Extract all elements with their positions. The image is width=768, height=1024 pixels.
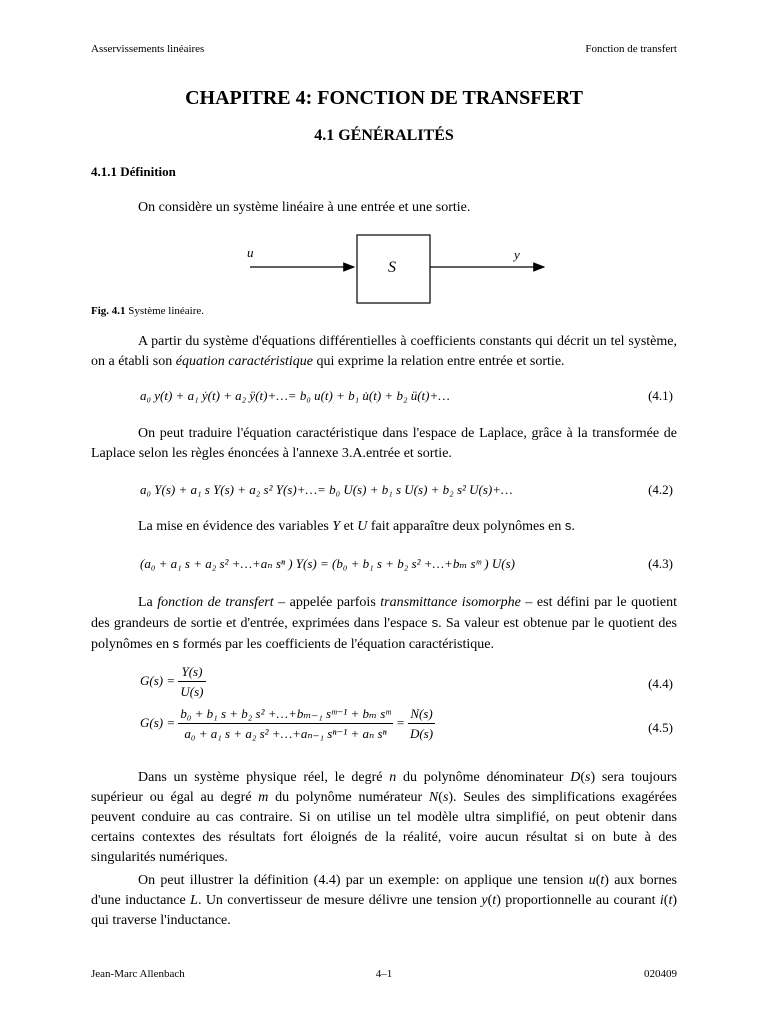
text-run: ( [663, 893, 669, 908]
block-diagram [230, 230, 560, 310]
text-run: ) aux bornes d'une inductance [91, 873, 678, 908]
variable-s: s [442, 790, 449, 805]
text-run: ( [487, 893, 493, 908]
text-run: – appelée parfois [273, 595, 381, 610]
equation-number-4-1: (4.1) [648, 388, 673, 403]
equation-4-5 [140, 706, 435, 742]
paragraph-transfer-function [91, 593, 677, 655]
figure-number: Fig. 4.1 [91, 305, 126, 317]
emphasis-term: équation caractéristique [175, 354, 314, 369]
text-run: La [138, 595, 158, 610]
input-label: u [247, 245, 254, 260]
variable-t: t [492, 893, 497, 908]
equation-number-4-5: (4.5) [648, 720, 673, 735]
paragraph-degree [91, 768, 677, 868]
figure-caption [91, 305, 204, 317]
text-run: ( [438, 790, 443, 805]
intro-paragraph: On considère un système linéaire à une entrée et une sortie. [138, 200, 471, 215]
equation-number-4-3: (4.3) [648, 556, 673, 571]
text-run: formés par les coefficients de l'équation caractéristique. [179, 637, 494, 652]
running-header-left: Asservissements linéaires [91, 43, 205, 55]
text-run: fait apparaître deux polynômes en [367, 519, 565, 534]
text-run: ) sera toujours supérieur ou égal au degré [91, 770, 678, 805]
subsection-title: 4.1.1 Définition [91, 164, 176, 179]
figure-caption-text: Système linéaire. [128, 305, 205, 317]
equation-number-4-2: (4.2) [648, 482, 673, 497]
text-run: du polynôme dénominateur [396, 770, 571, 785]
paragraph-polynomials [138, 516, 575, 537]
fraction [178, 664, 205, 700]
page-number: 4–1 [375, 968, 393, 980]
variable-s: s [172, 636, 180, 651]
text-run: A partir du système d'équations différentielles à coefficients constants qui décrit un tel système, on a établi son [91, 334, 677, 369]
text-run: . Un convertisseur de mesure délivre une tension [197, 893, 482, 908]
text-run: – est défini par le quotient des grandeurs de sortie et d'entrée, exprimées dans l'espace [91, 595, 678, 631]
footer-author: Jean-Marc Allenbach [91, 968, 185, 980]
variable-u: u [588, 873, 596, 888]
section-title: 4.1 GÉNÉRALITÉS [314, 127, 454, 144]
variable-i: i [659, 893, 664, 908]
text-run: ( [580, 770, 585, 785]
equation-lhs: G(s) = [140, 714, 176, 730]
block-label: S [388, 259, 396, 276]
equation-4-3: (a₀ + a₁ s + a₂ s² +…+aₙ sⁿ ) Y(s) = (b₀ + b₁ s + b₂ s² +…+bₘ sᵐ ) U(s) [140, 556, 515, 571]
text-run: ). Seules des simplifications exagérées peuvent conduire au cas contraire. Si on utilise un tel modèle ultra simplifié, on peut obtenir dans certains contextes des résultats fort éloignés de la réalité, voire aucun résultat si on bute à des singularités numériques. [91, 790, 677, 865]
text-run: . Sa valeur est obtenue par le quotient des polynômes en [91, 616, 677, 652]
equation-4-4 [140, 664, 206, 700]
variable-Y: Y [332, 519, 341, 534]
chapter-title: CHAPITRE 4: FONCTION DE TRANSFERT [185, 87, 583, 109]
equation-4-1: a₀ y(t) + a₁ ẏ(t) + a₂ ÿ(t)+…= b₀ u(t) + b₁ u̇(t) + b₂ ü(t)+… [140, 388, 450, 403]
text-run: ) proportionnelle au courant [496, 893, 660, 908]
paragraph-characteristic-equation [91, 332, 677, 372]
running-header-right: Fonction de transfert [585, 43, 677, 55]
text-run: qui exprime la relation entre entrée et sortie. [313, 354, 565, 369]
fraction [408, 706, 435, 742]
text-run: . [571, 519, 575, 534]
equation-lhs: G(s) = [140, 672, 176, 688]
fraction-numerator: Y(s) [178, 664, 205, 682]
paragraph-laplace: On peut traduire l'équation caractéristique dans l'espace de Laplace, grâce à la transformée de Laplace selon les règles énoncées à l'annexe 3.A.entrée et sortie. [91, 426, 677, 461]
text-run: et [340, 519, 358, 534]
variable-U: U [357, 519, 368, 534]
output-label: y [514, 247, 520, 262]
fraction [178, 706, 392, 742]
footer-date: 020409 [644, 968, 677, 980]
variable-s: s [584, 770, 591, 785]
text-run: ) qui traverse l'inductance. [91, 893, 678, 928]
text-run: du polynôme numérateur [268, 790, 429, 805]
fraction-denominator: a₀ + a₁ s + a₂ s² +…+aₙ₋₁ sⁿ⁻¹ + aₙ sⁿ [184, 726, 387, 741]
text-run: On peut illustrer la définition (4.4) par un exemple: on applique une tension [138, 873, 589, 888]
fraction-numerator: N(s) [408, 706, 435, 724]
fraction-denominator: U(s) [180, 684, 204, 699]
variable-t: t [668, 893, 673, 908]
fraction-denominator: D(s) [409, 726, 434, 741]
emphasis-term: fonction de transfert [157, 595, 274, 610]
variable-t: t [600, 873, 605, 888]
text-run: ( [595, 873, 601, 888]
variable-D: D [570, 770, 581, 785]
variable-y: y [481, 893, 488, 908]
variable-L: L [190, 893, 198, 908]
text-run: La mise en évidence des variables [138, 519, 333, 534]
equation-4-2: a₀ Y(s) + a₁ s Y(s) + a₂ s² Y(s)+…= b₀ U(s) + b₁ s U(s) + b₂ s² U(s)+… [140, 482, 513, 497]
variable-s: s [431, 615, 439, 630]
variable-m: m [258, 790, 269, 805]
variable-N: N [428, 790, 439, 805]
paragraph-example [91, 871, 677, 931]
variable-n: n [389, 770, 397, 785]
equals-sign: = [395, 714, 405, 730]
emphasis-term: transmittance isomorphe [380, 595, 521, 610]
fraction-numerator: b₀ + b₁ s + b₂ s² +…+bₘ₋₁ sᵐ⁻¹ + bₘ sᵐ [178, 706, 392, 724]
variable-s: s [564, 518, 572, 533]
text-run: Dans un système physique réel, le degré [138, 770, 390, 785]
equation-number-4-4: (4.4) [648, 676, 673, 691]
